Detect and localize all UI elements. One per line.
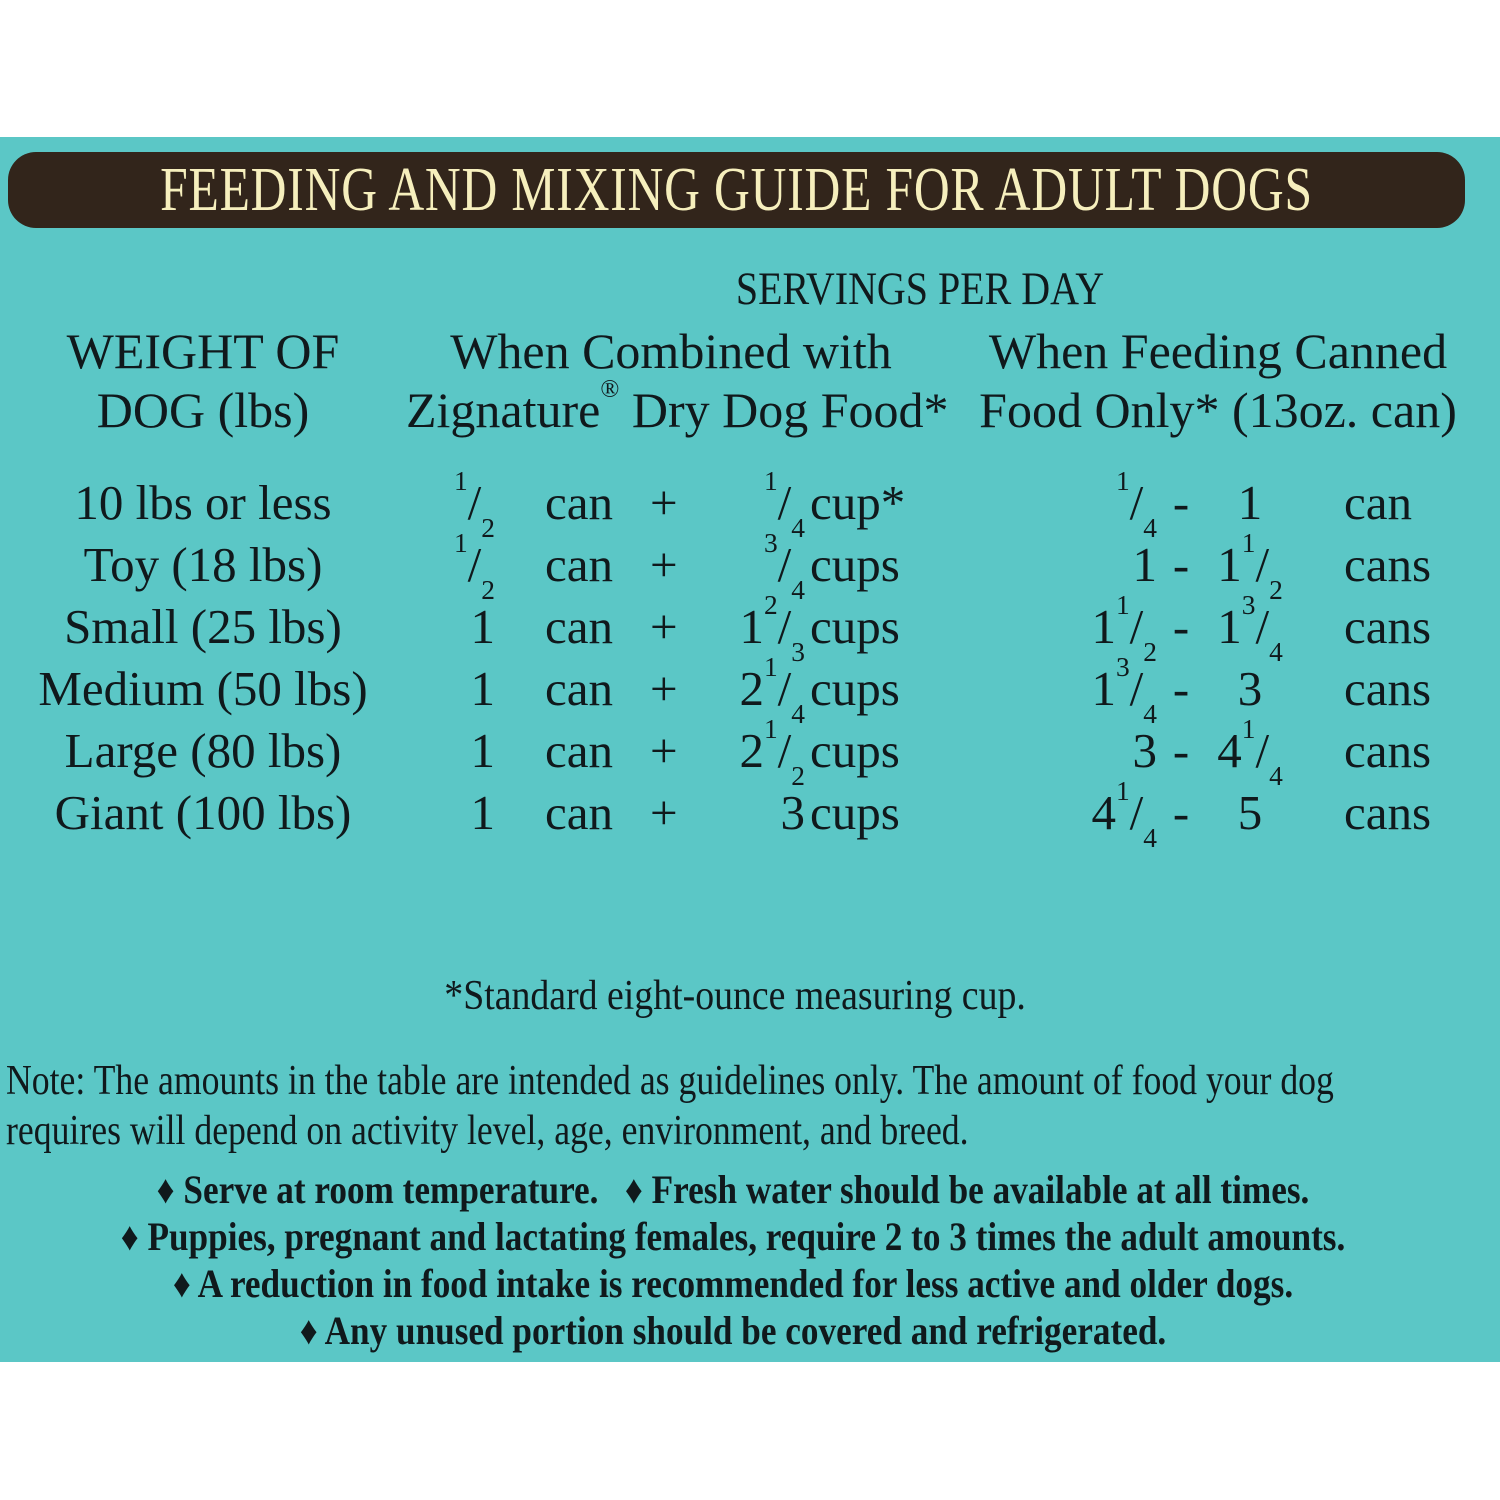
plus-sign: +: [650, 475, 678, 530]
column-header-3: When Feeding Canned Food Only* (13oz. can): [979, 323, 1457, 438]
plus-sign: +: [650, 723, 678, 778]
dry-amount: $^3/_4$: [763, 528, 805, 605]
dry-qty: $^1/_2$: [453, 466, 495, 543]
note-line-1: Note: The amounts in the table are intended as guidelines only. The amount of food your dog: [6, 1058, 1334, 1104]
measuring-cup-footnote: *Standard eight-ounce measuring cup.: [444, 973, 1026, 1019]
bullet-list: [0, 1166, 1466, 1354]
dry-amount-unit: cups: [810, 537, 900, 592]
weight-cell: Giant (100 lbs): [54, 785, 352, 840]
weight-cell: Toy (18 lbs): [83, 537, 323, 592]
canned-to: 1: [1237, 475, 1263, 530]
canned-from: 1: [1132, 537, 1157, 592]
dry-qty: $^1/_2$: [453, 528, 495, 605]
weight-cell: Large (80 lbs): [64, 723, 342, 778]
canned-to: 3: [1237, 661, 1263, 716]
dry-qty: 1: [470, 599, 495, 654]
dry-amount-unit: cups: [810, 599, 900, 654]
plus-sign: +: [650, 785, 678, 840]
bullet-item: ♦ Any unused portion should be covered and refrigerated.: [299, 1308, 1167, 1353]
range-dash: -: [1172, 599, 1190, 654]
dry-unit: can: [545, 537, 613, 592]
dry-qty: 1: [470, 723, 495, 778]
canned-from: $^1/_4$: [1115, 466, 1157, 543]
range-dash: -: [1172, 785, 1190, 840]
plus-sign: +: [650, 599, 678, 654]
column-header-2: When Combined with Zignature® Dry Dog Food*: [406, 323, 949, 438]
canned-unit: cans: [1344, 599, 1432, 654]
table-row: [0, 528, 1500, 605]
dry-unit: can: [545, 599, 613, 654]
table-row: [0, 466, 1500, 543]
range-dash: -: [1172, 723, 1190, 778]
bullet-item: ♦ A reduction in food intake is recommended for less active and older dogs.: [172, 1261, 1294, 1306]
plus-sign: +: [650, 661, 678, 716]
dry-amount-unit: cups: [810, 723, 900, 778]
feeding-table-rows: [0, 466, 1500, 853]
canned-unit: cans: [1344, 537, 1432, 592]
table-row: [0, 652, 1500, 729]
dry-amount: $2^1/_4$: [739, 652, 805, 729]
canned-to: $4^1/_4$: [1217, 714, 1283, 791]
page-title: FEEDING AND MIXING GUIDE FOR ADULT DOGS: [160, 155, 1313, 224]
guidelines-note: [6, 1056, 1494, 1156]
table-row: [0, 590, 1500, 667]
table-row: [0, 776, 1500, 853]
canned-to: $1^1/_2$: [1217, 528, 1283, 605]
dry-qty: 1: [470, 785, 495, 840]
canned-from: $1^1/_2$: [1091, 590, 1157, 667]
canned-to: 5: [1237, 785, 1263, 840]
canned-unit: cans: [1344, 661, 1432, 716]
column-header-1: WEIGHT OF DOG (lbs): [66, 323, 340, 438]
range-dash: -: [1172, 661, 1190, 716]
dry-unit: can: [545, 785, 613, 840]
dry-amount-unit: cups: [810, 661, 900, 716]
dry-unit: can: [545, 723, 613, 778]
range-dash: -: [1172, 475, 1190, 530]
canned-from: $1^3/_4$: [1091, 652, 1157, 729]
dry-amount: 3: [780, 785, 805, 840]
canned-unit: cans: [1344, 785, 1432, 840]
dry-amount: $2^1/_2$: [739, 714, 805, 791]
dry-unit: can: [545, 661, 613, 716]
weight-cell: Small (25 lbs): [64, 599, 342, 654]
note-line-2: requires will depend on activity level, age, environment, and breed.: [6, 1108, 969, 1154]
dry-unit: can: [545, 475, 613, 530]
range-dash: -: [1172, 537, 1190, 592]
bullet-item: ♦ Puppies, pregnant and lactating females, require 2 to 3 times the adult amounts.: [120, 1214, 1346, 1259]
dry-amount-unit: cup*: [810, 475, 906, 530]
title-bar: [8, 152, 1465, 228]
weight-cell: Medium (50 lbs): [38, 661, 368, 716]
canned-unit: can: [1344, 475, 1412, 530]
canned-from: $4^1/_4$: [1091, 776, 1157, 853]
dry-amount-unit: cups: [810, 785, 900, 840]
canned-to: $1^3/_4$: [1217, 590, 1283, 667]
plus-sign: +: [650, 537, 678, 592]
dry-qty: 1: [470, 661, 495, 716]
canned-unit: cans: [1344, 723, 1432, 778]
dry-amount: $1^2/_3$: [739, 590, 805, 667]
canned-from: 3: [1132, 723, 1157, 778]
dry-amount: $^1/_4$: [763, 466, 805, 543]
column-headers: [0, 322, 1500, 440]
weight-cell: 10 lbs or less: [74, 475, 332, 530]
bullet-item: ♦ Serve at room temperature. ♦ Fresh water should be available at all times.: [156, 1167, 1310, 1212]
table-row: [0, 714, 1500, 791]
servings-per-day-header: SERVINGS PER DAY: [735, 263, 1105, 315]
